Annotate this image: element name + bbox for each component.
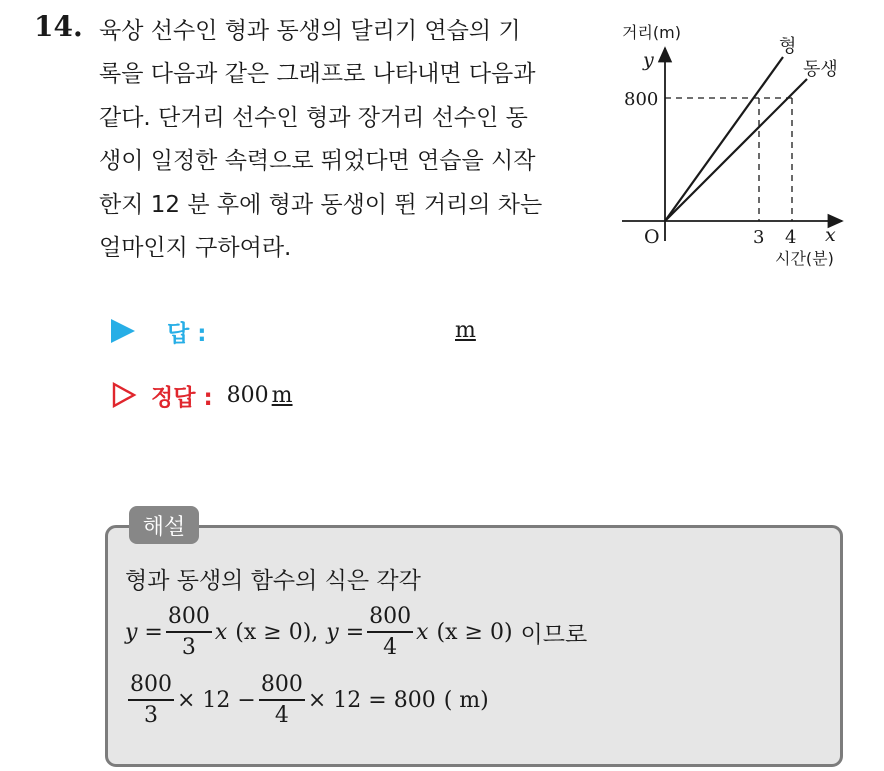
fraction-denominator: 4 xyxy=(274,702,289,728)
problem-number: 14. xyxy=(34,10,83,43)
problem-line: 한지 12 분 후에 형과 동생이 뛴 거리의 차는 xyxy=(99,191,543,218)
correct-answer-row xyxy=(111,377,293,413)
problem-text xyxy=(99,10,591,270)
y-axis-title: 거리(m) xyxy=(622,23,681,42)
eq1-lhs2: y = xyxy=(326,620,365,646)
fraction-denominator: 3 xyxy=(181,634,196,660)
problem-line: 육상 선수인 형과 동생의 달리기 연습의 기 xyxy=(99,18,521,44)
fraction xyxy=(367,603,413,663)
fraction-numerator: 800 xyxy=(167,604,210,629)
solution-equation-2 xyxy=(125,671,489,731)
fraction xyxy=(128,671,174,731)
correct-unit: m xyxy=(271,382,293,408)
y-tick-label: 800 xyxy=(624,89,659,110)
x-tick-label: 3 xyxy=(753,227,765,248)
answer-unit: m xyxy=(455,318,476,343)
eq1-condition2: (x ≥ 0) xyxy=(436,620,513,646)
x-tick-label: 4 xyxy=(785,227,797,248)
solution-tab: 해설 xyxy=(129,506,199,544)
outline-triangle-icon xyxy=(111,382,137,408)
eq1-lhs: y = xyxy=(125,620,163,646)
series-label-hyung: 형 xyxy=(779,36,797,57)
fraction-numerator: 800 xyxy=(130,672,172,697)
y-axis-var: y xyxy=(643,49,654,71)
fraction xyxy=(166,603,212,663)
solution-line: 형과 동생의 함수의 식은 각각 xyxy=(125,568,421,594)
series-line-dongsaeng xyxy=(665,79,807,221)
eq2-mid2: × 12 = 800 xyxy=(307,688,436,714)
fraction-denominator: 3 xyxy=(144,702,158,728)
problem-line: 같다. 단거리 선수인 형과 장거리 선수인 동 xyxy=(99,104,528,131)
series-label-dongsaeng: 동생 xyxy=(803,59,838,80)
solution-equation-1 xyxy=(125,603,587,663)
correct-label: 정답 : xyxy=(151,384,213,411)
eq1-tail: 이므로 xyxy=(520,622,588,649)
x-axis-title: 시간(분) xyxy=(775,249,834,268)
answer-label: 답 : xyxy=(167,320,207,347)
fraction-numerator: 800 xyxy=(369,604,412,629)
eq2-unit: ( m) xyxy=(443,688,489,714)
problem-line: 생이 일정한 속력으로 뛰었다면 연습을 시작 xyxy=(99,148,536,175)
x-axis-var: x xyxy=(825,224,836,246)
answer-row xyxy=(111,313,206,349)
play-triangle-icon xyxy=(111,319,135,343)
origin-label: O xyxy=(644,226,660,248)
problem-line: 얼마인지 구하여라. xyxy=(99,234,292,261)
distance-time-graph xyxy=(612,16,852,274)
eq1-condition: (x ≥ 0), xyxy=(235,620,319,646)
correct-value: 800 xyxy=(226,382,269,408)
fraction xyxy=(259,671,305,731)
eq1-var: x xyxy=(214,620,228,646)
fraction-numerator: 800 xyxy=(260,672,303,697)
eq1-var2: x xyxy=(416,620,429,646)
eq2-mid1: × 12 − xyxy=(177,688,256,714)
series-line-hyung xyxy=(665,57,783,221)
fraction-denominator: 4 xyxy=(383,634,398,660)
problem-line: 록을 다음과 같은 그래프로 나타내면 다음과 xyxy=(99,61,536,88)
